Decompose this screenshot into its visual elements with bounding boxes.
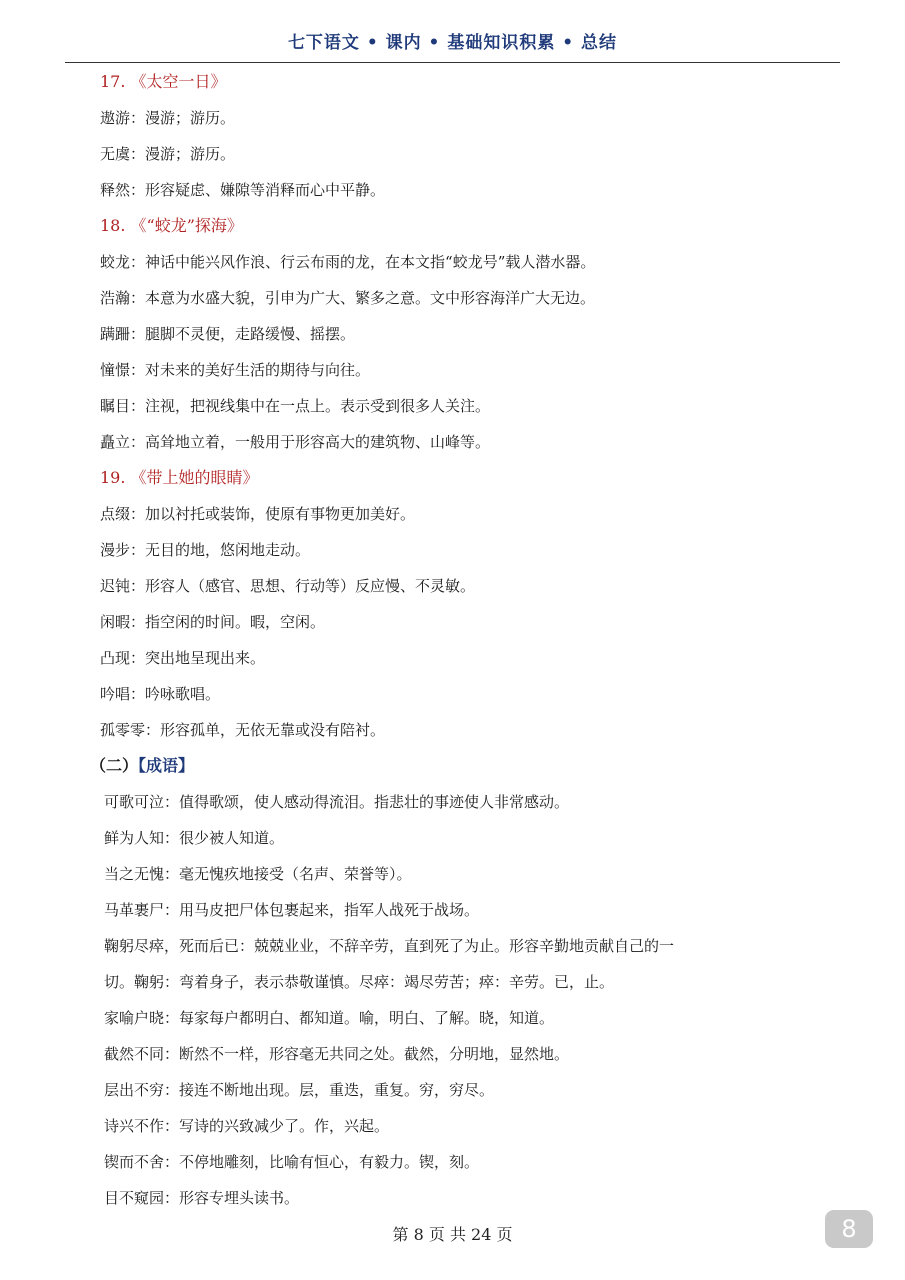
idiom-term: 鲜为人知 (104, 829, 165, 847)
idiom-entry: 鞠躬尽瘁，死而后已：兢兢业业，不辞辛劳，直到死了为止。形容辛勤地贡献自己的一 (104, 937, 675, 955)
vocab-term: 漫步 (100, 541, 131, 559)
idiom-entry: 可歌可泣：值得歌颂，使人感动得流泪。指悲壮的事迹使人非常感动。 (104, 793, 570, 811)
idiom-entry: 截然不同：断然不一样，形容毫无共同之处。截然，分明地，显然地。 (104, 1045, 570, 1063)
idiom-definition-continued: 切。鞠躬：弯着身子，表示恭敬谨慎。尽瘁：竭尽劳苦；瘁：辛劳。已，止。 (104, 973, 615, 991)
idiom-entry: 鲜为人知：很少被人知道。 (104, 829, 285, 847)
vocab-term: 孤零零 (100, 721, 146, 739)
idiom-term: 马革裹尸 (104, 901, 165, 919)
vocab-definition: 注视，把视线集中在一点上。表示受到很多人关注。 (145, 397, 491, 415)
vocab-term: 矗立 (100, 433, 131, 451)
page-header (65, 24, 840, 63)
document-content (90, 64, 840, 1216)
page-footer: 第 8 页 共 24 页 (392, 1225, 513, 1244)
vocab-term: 闲暇 (100, 613, 131, 631)
vocab-entry: 蛟龙：神话中能兴风作浪、行云布雨的龙，在本文指“蛟龙号”载人潜水器。 (100, 253, 596, 271)
idiom-definition: 形容专埋头读书。 (179, 1189, 300, 1207)
idiom-entry: 层出不穷：接连不断地出现。层，重迭，重复。穷，穷尽。 (104, 1081, 495, 1099)
idiom-term: 截然不同 (104, 1045, 165, 1063)
idiom-term: 层出不穷 (104, 1081, 165, 1099)
vocab-definition: 形容疑虑、嫌隙等消释而心中平静。 (145, 181, 386, 199)
section-heading-17: 17. 《太空一日》 (100, 72, 227, 91)
vocab-definition: 指空闲的时间。暇，空闲。 (145, 613, 326, 631)
vocab-term: 憧憬 (100, 361, 131, 379)
vocab-term: 浩瀚 (100, 289, 131, 307)
vocab-term: 迟钝 (100, 577, 131, 595)
idiom-term: 可歌可泣 (104, 793, 165, 811)
idiom-definition: 不停地雕刻，比喻有恒心，有毅力。锲，刻。 (179, 1153, 480, 1171)
vocab-entry: 蹒跚：腿脚不灵便，走路缓慢、摇摆。 (100, 325, 356, 343)
vocab-term: 凸现 (100, 649, 131, 667)
vocab-definition: 加以衬托或装饰，使原有事物更加美好。 (145, 505, 416, 523)
vocab-term: 吟唱 (100, 685, 131, 703)
idiom-term: 诗兴不作 (104, 1117, 165, 1135)
idiom-definition: 毫无愧疚地接受（名声、荣誉等）。 (179, 865, 412, 883)
vocab-definition: 本意为水盛大貌，引申为广大、繁多之意。文中形容海洋广大无边。 (145, 289, 596, 307)
idiom-definition: 很少被人知道。 (179, 829, 285, 847)
idiom-term: 鞠躬尽瘁，死而后已 (104, 937, 240, 955)
idiom-definition: 接连不断地出现。层，重迭，重复。穷，穷尽。 (179, 1081, 495, 1099)
idiom-definition: 用马皮把尸体包裹起来，指军人战死于战场。 (179, 901, 480, 919)
vocab-entry: 无虞：漫游；游历。 (100, 145, 236, 163)
idiom-entry: 锲而不舍：不停地雕刻，比喻有恒心，有毅力。锲，刻。 (104, 1153, 480, 1171)
idioms-heading-prefix: （二） (90, 756, 139, 775)
vocab-term: 释然 (100, 181, 131, 199)
idiom-definition: 每家每户都明白、都知道。喻，明白、了解。晓，知道。 (179, 1009, 555, 1027)
vocab-entry: 瞩目：注视，把视线集中在一点上。表示受到很多人关注。 (100, 397, 491, 415)
vocab-term: 瞩目 (100, 397, 131, 415)
idiom-entry: 马革裹尸：用马皮把尸体包裹起来，指军人战死于战场。 (104, 901, 480, 919)
vocab-term: 无虞 (100, 145, 131, 163)
vocab-definition: 腿脚不灵便，走路缓慢、摇摆。 (145, 325, 356, 343)
vocab-entry: 迟钝：形容人（感官、思想、行动等）反应慢、不灵敏。 (100, 577, 476, 595)
vocab-entry: 漫步：无目的地，悠闲地走动。 (100, 541, 311, 559)
vocab-term: 蹒跚 (100, 325, 131, 343)
vocab-term: 蛟龙 (100, 253, 131, 271)
vocab-definition: 漫游；游历。 (145, 145, 236, 163)
header-title: 七下语文 • 课内 • 基础知识积累 • 总结 (287, 33, 618, 53)
vocab-entry: 浩瀚：本意为水盛大貌，引申为广大、繁多之意。文中形容海洋广大无边。 (100, 289, 596, 307)
idiom-term: 目不窥园 (104, 1189, 165, 1207)
section-heading-19: 19. 《带上她的眼睛》 (100, 468, 259, 487)
idiom-entry: 家喻户晓：每家每户都明白、都知道。喻，明白、了解。晓，知道。 (104, 1009, 555, 1027)
idiom-definition: 断然不一样，形容毫无共同之处。截然，分明地，显然地。 (179, 1045, 570, 1063)
vocab-entry: 释然：形容疑虑、嫌隙等消释而心中平静。 (100, 181, 386, 199)
idiom-entry: 当之无愧：毫无愧疚地接受（名声、荣誉等）。 (104, 865, 412, 883)
vocab-entry: 遨游：漫游；游历。 (100, 109, 236, 127)
vocab-definition: 突出地呈现出来。 (145, 649, 266, 667)
idiom-definition: 值得歌颂，使人感动得流泪。指悲壮的事迹使人非常感动。 (179, 793, 570, 811)
idiom-definition: 兢兢业业，不辞辛劳，直到死了为止。形容辛勤地贡献自己的一 (254, 937, 675, 955)
vocab-definition: 漫游；游历。 (145, 109, 236, 127)
vocab-entry: 凸现：突出地呈现出来。 (100, 649, 266, 667)
idiom-entry: 目不窥园：形容专埋头读书。 (104, 1189, 300, 1207)
idiom-term: 当之无愧 (104, 865, 165, 883)
vocab-term: 点缀 (100, 505, 131, 523)
vocab-definition: 无目的地，悠闲地走动。 (145, 541, 311, 559)
vocab-entry: 孤零零：形容孤单，无依无靠或没有陪衬。 (100, 721, 386, 739)
idiom-entry: 诗兴不作：写诗的兴致减少了。作，兴起。 (104, 1117, 390, 1135)
vocab-entry: 闲暇：指空闲的时间。暇，空闲。 (100, 613, 326, 631)
vocab-entry: 矗立：高耸地立着，一般用于形容高大的建筑物、山峰等。 (100, 433, 491, 451)
vocab-definition: 形容孤单，无依无靠或没有陪衬。 (160, 721, 386, 739)
vocab-term: 遨游 (100, 109, 131, 127)
idiom-term: 锲而不舍 (104, 1153, 165, 1171)
vocab-definition: 形容人（感官、思想、行动等）反应慢、不灵敏。 (145, 577, 476, 595)
page-number-badge: 8 (825, 1210, 873, 1248)
vocab-definition: 神话中能兴风作浪、行云布雨的龙，在本文指“蛟龙号”载人潜水器。 (145, 253, 596, 271)
idiom-definition: 写诗的兴致减少了。作，兴起。 (179, 1117, 390, 1135)
idioms-heading-name: 【成语】 (138, 756, 195, 775)
section-heading-18: 18. 《“蛟龙”探海》 (100, 216, 243, 235)
vocab-definition: 对未来的美好生活的期待与向往。 (145, 361, 371, 379)
vocab-entry: 憧憬：对未来的美好生活的期待与向往。 (100, 361, 371, 379)
vocab-entry: 吟唱：吟咏歌唱。 (100, 685, 221, 703)
idiom-term: 家喻户晓 (104, 1009, 165, 1027)
vocab-entry: 点缀：加以衬托或装饰，使原有事物更加美好。 (100, 505, 416, 523)
vocab-definition: 高耸地立着，一般用于形容高大的建筑物、山峰等。 (145, 433, 491, 451)
vocab-definition: 吟咏歌唱。 (145, 685, 221, 703)
idioms-heading (90, 748, 840, 784)
